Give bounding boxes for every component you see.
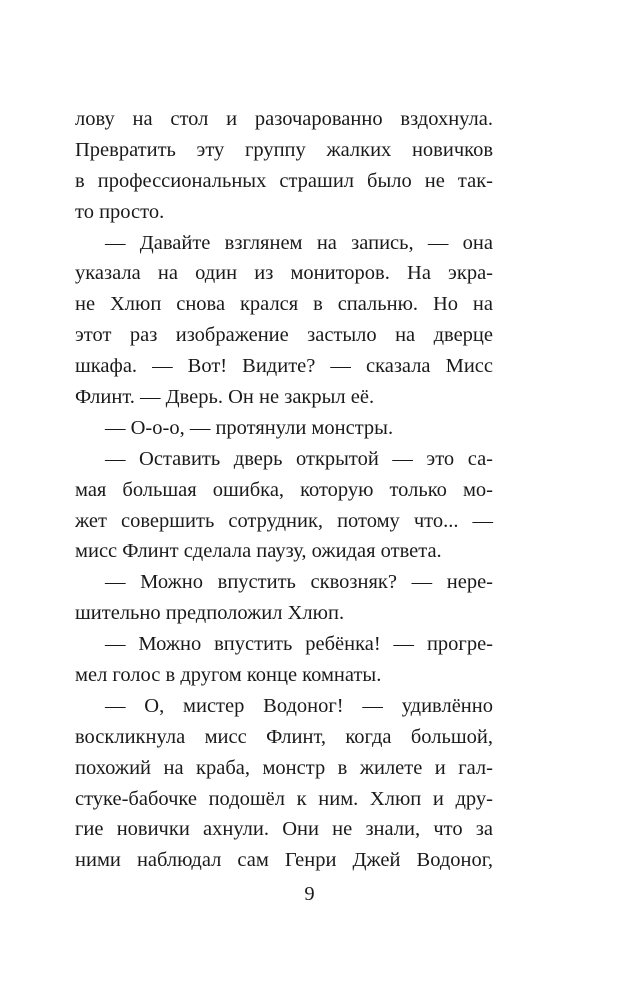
text-line: ними наблюдал сам Генри Джей Водоног, [75, 849, 493, 872]
text-line: — О, мистер Водоног! — удивлённо [105, 694, 493, 717]
text-line: мисс Флинт сделала паузу, ожидая ответа. [75, 540, 442, 563]
text-line: лову на стол и разочарованно вздохнула. [75, 108, 493, 130]
text-line: — Оставить дверь открытой — это са- [105, 447, 493, 470]
text-line: в профессиональных страшил было не так- [75, 169, 493, 192]
text-line: — О-о-о, — протянули монстры. [105, 416, 394, 439]
text-line: этот раз изображение застыло на дверце [75, 324, 493, 347]
text-line: гие новички ахнули. Они не знали, что за [75, 818, 493, 841]
text-line: похожий на краба, монстр в жилете и гал- [75, 756, 493, 779]
text-line: то просто. [75, 200, 165, 223]
text-line: указала на один из мониторов. На экра- [75, 262, 493, 285]
text-line: — Давайте взглянем на запись, — она [105, 231, 493, 254]
text-line: Превратить эту группу жалких новичков [75, 138, 493, 161]
text-line: не Хлюп снова крался в спальню. Но на [75, 293, 493, 316]
text-line: — Можно впустить сквозняк? — нере- [105, 571, 493, 594]
page-number: 9 [304, 883, 315, 905]
text-line: Флинт. — Дверь. Он не закрыл её. [75, 386, 375, 409]
text-line: мая большая ошибка, которую только мо- [75, 478, 493, 501]
text-line: — Можно впустить ребёнка! — прогре- [105, 633, 493, 656]
text-line: воскликнула мисс Флинт, когда большой, [75, 725, 493, 748]
text-line: жет совершить сотрудник, потому что... — [75, 509, 493, 532]
text-line: шительно предположил Хлюп. [75, 602, 345, 625]
book-page-text [75, 104, 493, 876]
text-line: шкафа. — Вот! Видите? — сказала Мисс [75, 355, 493, 378]
text-line: стуке-бабочке подошёл к ним. Хлюп и дру- [75, 787, 493, 810]
text-line: мел голос в другом конце комнаты. [75, 664, 382, 687]
